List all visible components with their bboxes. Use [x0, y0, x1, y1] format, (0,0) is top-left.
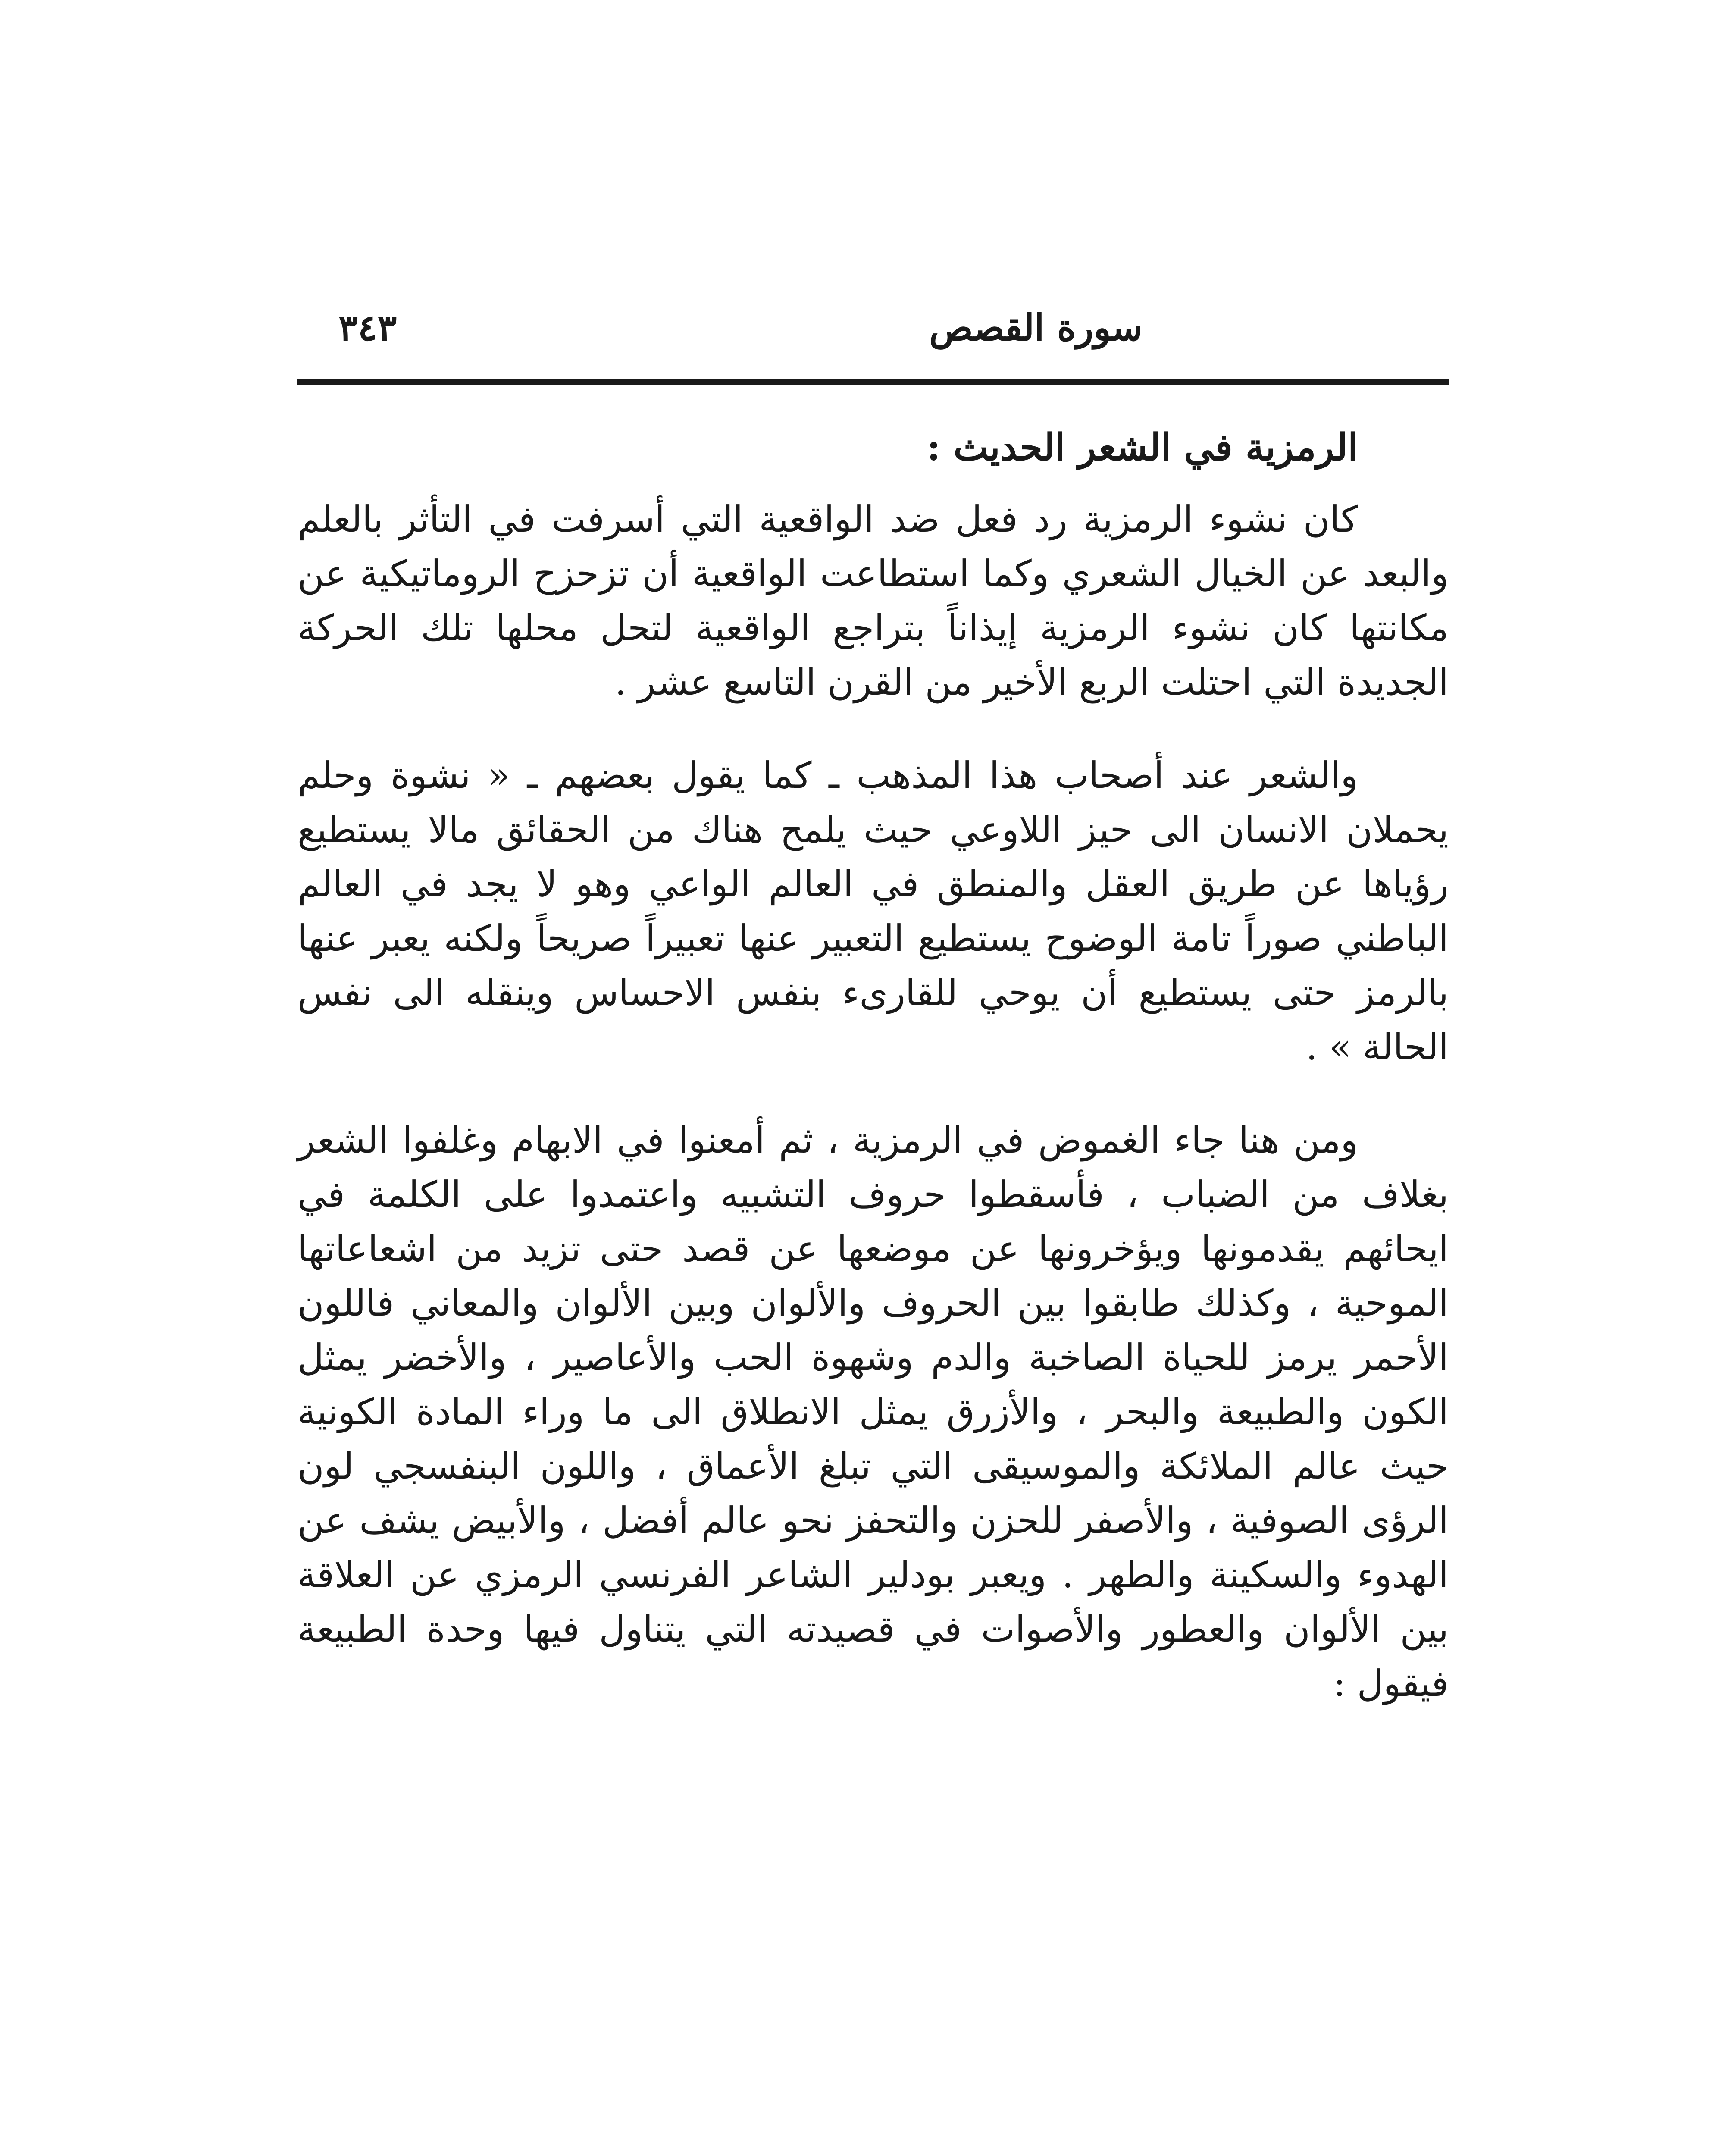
running-title: سورة القصص: [929, 306, 1143, 349]
page-number: ٣٤٣: [338, 306, 397, 349]
paragraph: ومن هنا جاء الغموض في الرمزية ، ثم أمعنوا في الابهام وغلفوا الشعر بغلاف من الضباب ، فأسقطوا حروف التشبيه واعتمدوا على الكلمة في ايحائهم يقدمونها ويؤخرونها عن موضعها عن قصد حتى تزيد من اشعاعاتها الموحية ، وكذلك طابقوا بين الحروف والألوان وبين الألوان والمعاني فاللون الأحمر يرمز للحياة الصاخبة والدم وشهوة الحب والأعاصير ، والأخضر يمثل الكون والطبيعة والبحر ، والأزرق يمثل الانطلاق الى ما وراء المادة الكونية حيث عالم الملائكة والموسيقى التي تبلغ الأعماق ، واللون البنفسجي لون الرؤى الصوفية ، والأصفر للحزن والتحفز نحو عالم أفضل ، والأبيض يشف عن الهدوء والسكينة والطهر . ويعبر بودلير الشاعر الفرنسي الرمزي عن العلاقة بين الألوان والعطور والأصوات في قصيدته التي يتناول فيها وحدة الطبيعة فيقول :: [297, 1119, 1449, 1705]
paragraph: والشعر عند أصحاب هذا المذهب ـ كما يقول بعضهم ـ « نشوة وحلم يحملان الانسان الى حيز اللاوعي حيث يلمح هناك من الحقائق مالا يستطيع رؤياها عن طريق العقل والمنطق في العالم الواعي وهو لا يجد في العالم الباطني صوراً تامة الوضوح يستطيع التعبير عنها تعبيراً صريحاً ولكنه يعبر عنها بالرمز حتى يستطيع أن يوحي للقارىء بنفس الاحساس وينقله الى نفس الحالة » .: [297, 754, 1449, 1068]
page-body: [297, 420, 1449, 1711]
section-heading: الرمزية في الشعر الحديث :: [927, 426, 1358, 469]
paragraph: كان نشوء الرمزية رد فعل ضد الواقعية التي أسرفت في التأثر بالعلم والبعد عن الخيال الشعري وكما استطاعت الواقعية أن تزحزح الروماتيكية عن مكانتها كان نشوء الرمزية إيذاناً بتراجع الواقعية لتحل محلها تلك الحركة الجديدة التي احتلت الربع الأخير من القرن التاسع عشر .: [297, 498, 1449, 703]
page-header: [297, 298, 1449, 371]
header-divider: [297, 379, 1449, 385]
